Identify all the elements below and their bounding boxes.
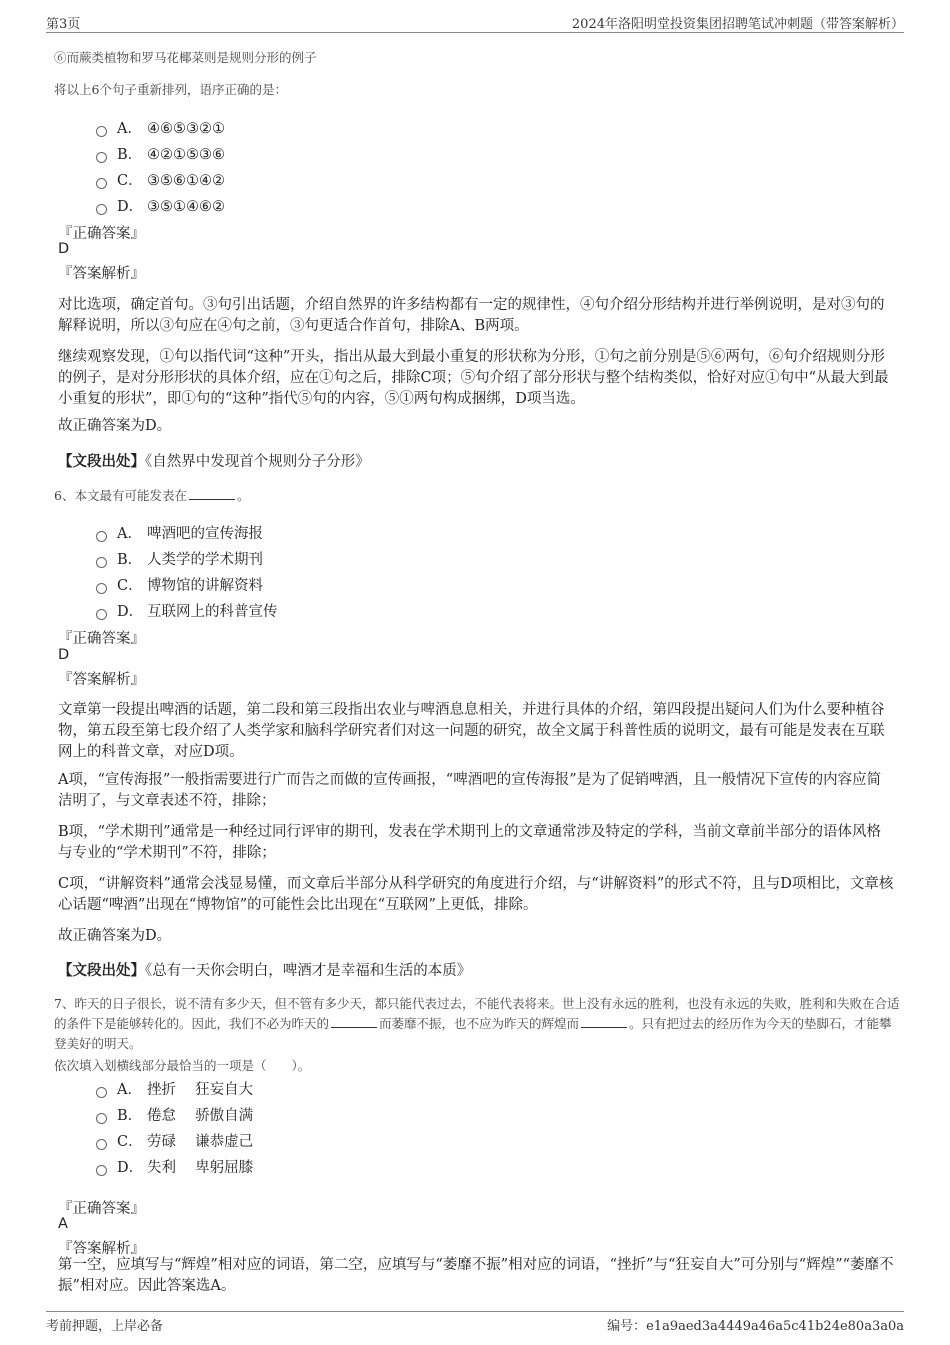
source-title: 《总有一天你会明白，啤酒才是幸福和生活的本质》 <box>145 963 472 979</box>
radio-icon[interactable] <box>96 1087 107 1098</box>
q7-option-a[interactable]: A． 挫折 狂妄自大 <box>96 1078 253 1098</box>
q7-answer: A <box>58 1216 68 1232</box>
q5-source <box>58 451 894 473</box>
q6-option-c[interactable]: C． 博物馆的讲解资料 <box>96 574 263 594</box>
radio-icon[interactable] <box>96 609 107 620</box>
document-id: 编号：e1a9aed3a4449a46a5c41b24e80a3a0a <box>607 1319 904 1334</box>
q7-question: 7、昨天的日子很长，说不清有多少天，但不管有多少天，都只能代表过去，不能代表将来。世上没有永远的胜利，也没有永远的失败，胜利和失败在合适的条件下是能够转化的。因此，我们不必为昨天的 而萎靡不振，也不应为昨天的辉煌而 。只有把过去的经历作为今天的垫脚石，才能攀登美好的明天。 <box>54 996 900 1051</box>
source-label: 【文段出处】 <box>58 453 145 470</box>
radio-icon[interactable] <box>96 178 107 189</box>
page-header <box>46 10 904 33</box>
q5-option-a[interactable]: A． ④⑥⑤③②① <box>96 117 225 137</box>
q5-prompt: 将以上6个句子重新排列，语序正确的是： <box>54 82 287 97</box>
radio-icon[interactable] <box>96 557 107 568</box>
q6-analysis-label: 『答案解析』 <box>58 672 145 688</box>
q5-answer-label: 『正确答案』 <box>58 226 145 242</box>
q5-analysis-label: 『答案解析』 <box>58 266 145 282</box>
q7-prompt: 依次填入划横线部分最恰当的一项是（ ）。 <box>54 1058 311 1073</box>
q5-sentence-6: ⑥而蕨类植物和罗马花椰菜则是规则分形的例子 <box>54 50 317 65</box>
q6-analysis-p2: A项，“宣传海报”一般指需要进行广而告之而做的宣传画报，“啤酒吧的宣传海报”是为了促销啤酒，且一般情况下宣传的内容应简洁明了，与文章表述不符，排除； <box>58 772 882 809</box>
q5-option-c[interactable]: C． ③⑤⑥①④② <box>96 169 225 189</box>
q6-option-d[interactable]: D． 互联网上的科普宣传 <box>96 600 278 620</box>
document-title: 2024年洛阳明堂投资集团招聘笔试冲刺题（带答案解析） <box>571 17 904 32</box>
q6-analysis-p4: C项，“讲解资料”通常会浅显易懂，而文章后半部分从科学研究的角度进行介绍，与“讲解资料”的形式不符，且与D项相比，文章核心话题“啤酒”出现在“博物馆”的可能性会比出现在“互联网”上更低，排除。 <box>58 876 894 913</box>
answer-blank-2 <box>581 1015 627 1028</box>
q6-answer: D <box>58 647 70 663</box>
radio-icon[interactable] <box>96 152 107 163</box>
q6-question: 6、本文最有可能发表在 。 <box>54 488 250 503</box>
q5-answer: D <box>58 241 70 257</box>
q6-analysis-p5: 故正确答案为D。 <box>58 928 172 944</box>
source-label: 【文段出处】 <box>58 962 145 979</box>
q5-analysis-p3: 故正确答案为D。 <box>58 418 172 434</box>
source-title: 《自然界中发现首个规则分子分形》 <box>145 454 370 470</box>
radio-icon[interactable] <box>96 531 107 542</box>
footer-slogan: 考前押题，上岸必备 <box>46 1319 164 1334</box>
q7-answer-label: 『正确答案』 <box>58 1201 145 1217</box>
q6-source <box>58 960 894 982</box>
q7-analysis-label: 『答案解析』 <box>58 1241 145 1257</box>
radio-icon[interactable] <box>96 583 107 594</box>
q6-option-b[interactable]: B． 人类学的学术期刊 <box>96 548 263 568</box>
q6-analysis-p1: 文章第一段提出啤酒的话题，第二段和第三段指出农业与啤酒息息相关，并进行具体的介绍，第四段提出疑问人们为什么要种植谷物，第五段至第七段介绍了人类学家和脑科学研究者们对这一问题的研究，故全文属于科普性质的说明文，最有可能是发表在互联网上的科普文章，对应D项。 <box>58 702 885 760</box>
q5-analysis-p1: 对比选项，确定首句。③句引出话题，介绍自然界的许多结构都有一定的规律性，④句介绍分形结构并进行举例说明，是对③句的解释说明，所以③句应在④句之前，③句更适合作首句，排除A、B两项。 <box>58 297 885 334</box>
radio-icon[interactable] <box>96 126 107 137</box>
q6-analysis-p3: B项，“学术期刊”通常是一种经过同行评审的期刊，发表在学术期刊上的文章通常涉及特定的学科，当前文章前半部分的语体风格与专业的“学术期刊”不符，排除； <box>58 824 881 861</box>
q7-option-b[interactable]: B． 倦怠 骄傲自满 <box>96 1104 253 1124</box>
radio-icon[interactable] <box>96 1113 107 1124</box>
page-footer <box>46 1311 904 1334</box>
radio-icon[interactable] <box>96 1139 107 1150</box>
q6-option-a[interactable]: A． 啤酒吧的宣传海报 <box>96 522 263 542</box>
q5-option-d[interactable]: D． ③⑤①④⑥② <box>96 195 225 215</box>
q6-answer-label: 『正确答案』 <box>58 631 145 647</box>
q7-analysis: 第一空，应填写与“辉煌”相对应的词语，第二空，应填写与“萎靡不振”相对应的词语，“挫折”与“狂妄自大”可分别与“辉煌”“萎靡不振”相对应。因此答案选A。 <box>58 1257 894 1294</box>
answer-blank <box>189 487 235 500</box>
q5-option-b[interactable]: B． ④②①⑤③⑥ <box>96 143 225 163</box>
q5-analysis-p2: 继续观察发现，①句以指代词“这种”开头，指出从最大到最小重复的形状称为分形，①句之前分别是⑤⑥两句，⑥句介绍规则分形的例子，是对分形形状的具体介绍，应在①句之后，排除C项；⑤句介绍了部分形状与整个结构类似，恰好对应①句中“从最大到最小重复的形状”，即①句的“这种”指代⑤句的内容，⑤①两句构成捆绑，D项当选。 <box>58 349 889 407</box>
page-number: 第3页 <box>46 17 81 32</box>
radio-icon[interactable] <box>96 204 107 215</box>
radio-icon[interactable] <box>96 1165 107 1176</box>
q7-option-c[interactable]: C． 劳碌 谦恭虚己 <box>96 1130 253 1150</box>
q7-option-d[interactable]: D． 失利 卑躬屈膝 <box>96 1156 253 1176</box>
answer-blank-1 <box>331 1015 377 1028</box>
